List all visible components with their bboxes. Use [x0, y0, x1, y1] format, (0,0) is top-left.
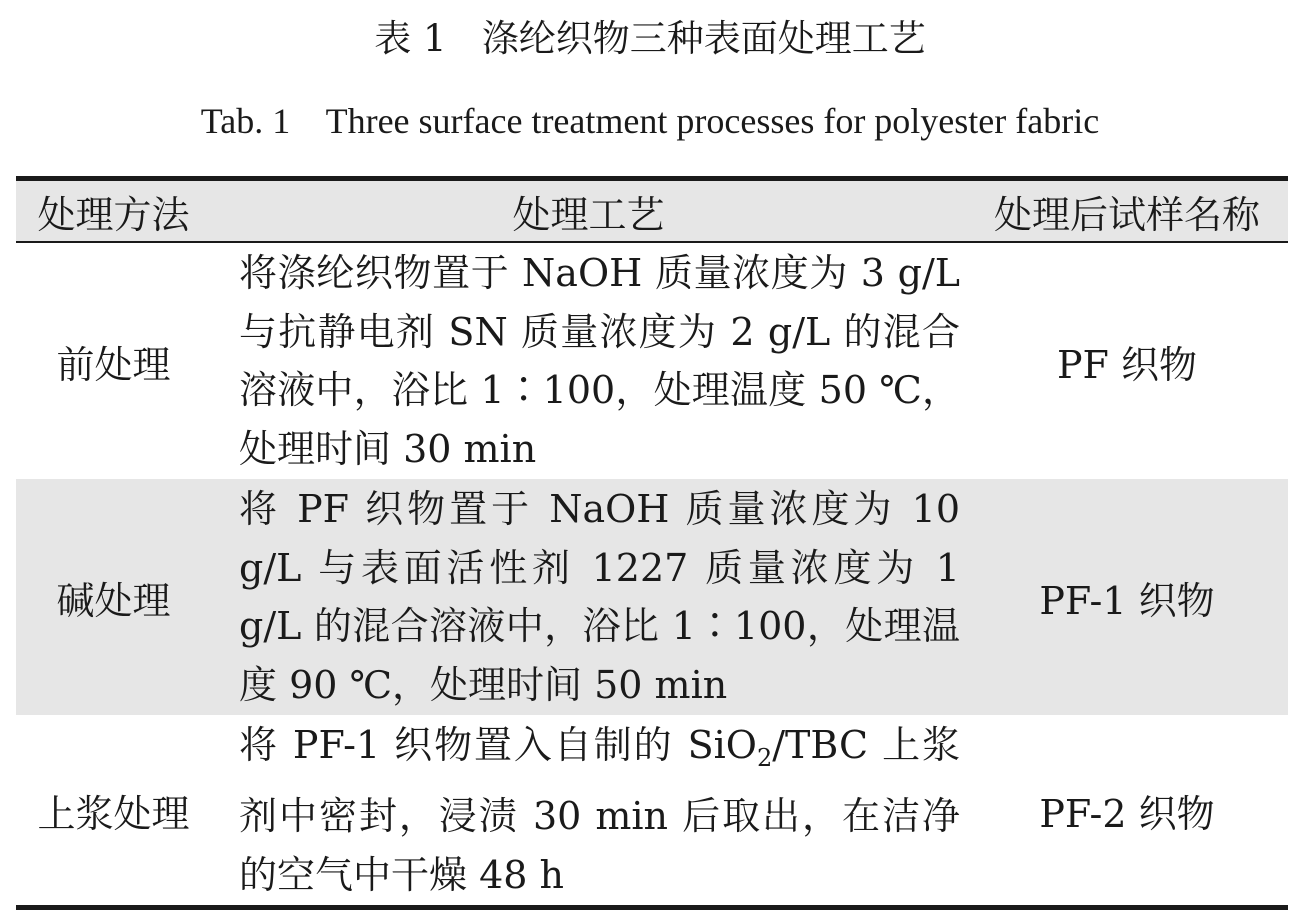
row-method: 前处理 [56, 342, 171, 387]
row-process: 将涤纶织物置于 NaOH 质量浓度为 3 g/L 与抗静电剂 SN 质量浓度为 2 g/L 的混合溶液中，浴比 1∶100，处理温度 50 ℃，处理时间 30 min [239, 251, 960, 471]
table-caption-cn: 表 1 涤纶织物三种表面处理工艺 [374, 17, 926, 60]
row-sample: PF 织物 [1056, 342, 1197, 387]
row-process-part-2: /TBC 上浆剂中密封，浸渍 30 min 后取出，在洁净的空气中干燥 48 h [239, 722, 960, 897]
row-method: 碱处理 [56, 578, 171, 623]
row-sample: PF-2 织物 [1039, 791, 1215, 836]
table-bottom-rule [16, 905, 1288, 910]
table-row [16, 479, 1288, 715]
table-row [16, 715, 1288, 905]
row-sample: PF-1 织物 [1039, 578, 1215, 623]
row-process: 将 PF 织物置于 NaOH 质量浓度为 10 g/L 与表面活性剂 1227 质量浓度为 1 g/L 的混合溶液中，浴比 1∶100，处理温度 90 ℃，处理时间 50 min [239, 487, 960, 707]
subscript-2: 2 [756, 743, 773, 772]
header-method: 处理方法 [37, 192, 190, 237]
table-row [16, 243, 1288, 479]
process-table [16, 176, 1288, 910]
header-process: 处理工艺 [512, 192, 665, 237]
row-process-part-1: 将 PF-1 织物置入自制的 SiO [239, 722, 757, 767]
row-process [211, 716, 966, 905]
table-caption-en: Tab. 1 Three surface treatment processes for polyester fabric [200, 101, 1100, 141]
row-method: 上浆处理 [37, 791, 190, 836]
header-sample: 处理后试样名称 [993, 192, 1260, 237]
table-header-row [16, 181, 1288, 241]
